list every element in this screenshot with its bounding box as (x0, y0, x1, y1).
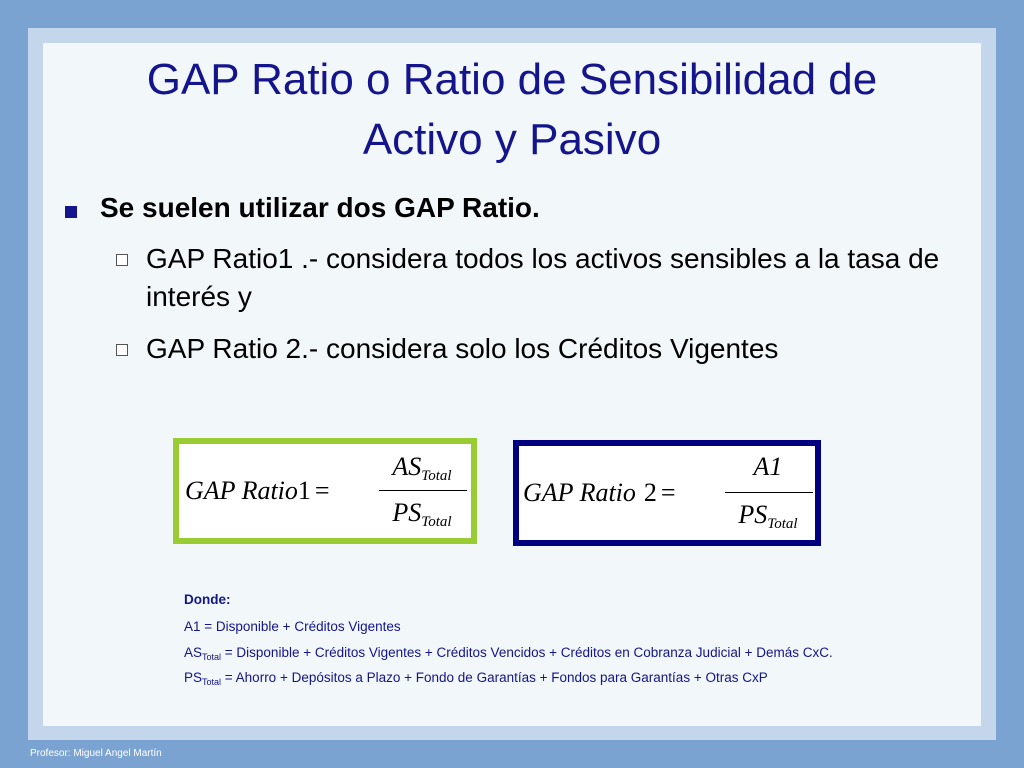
formula-2-name: GAP Ratio (523, 478, 636, 507)
formula-gap-ratio-1 (173, 438, 477, 544)
formula-1-numerator-text: AS (392, 452, 422, 481)
slide-title (43, 50, 981, 170)
definition-ps-total (184, 670, 768, 687)
definition-a1: A1 = Disponible + Créditos Vigentes (184, 619, 401, 634)
formula-2-equals: = (660, 478, 676, 507)
ps-sub: Total (202, 677, 222, 687)
footer-author: Profesor: Miguel Angel Martín (30, 748, 162, 759)
ps-prefix: PS (184, 670, 203, 685)
sub-bullet-2-text: GAP Ratio 2.- considera solo los Créditos Vigentes (146, 333, 779, 364)
ps-text: = Ahorro + Depósitos a Plazo + Fondo de Garantías + Fondos para Garantías + Otras CxP (221, 670, 768, 685)
formula-2-numerator-text: A1 (753, 452, 783, 481)
formula-2-denominator-sub: Total (767, 516, 798, 532)
formula-1-denominator-text: PS (392, 498, 422, 527)
formula-2-denominator (723, 500, 813, 533)
formula-2-numerator (723, 452, 813, 482)
formula-1-fraction-bar (379, 490, 467, 491)
square-bullet-icon (65, 206, 77, 218)
definitions-heading: Donde: (184, 592, 231, 607)
formula-2-denominator-text: PS (738, 500, 768, 529)
formula-2-fraction-bar (725, 492, 813, 493)
main-bullet-text: Se suelen utilizar dos GAP Ratio. (100, 192, 540, 223)
formula-1-denominator (377, 498, 467, 531)
formula-1-equals: = (314, 476, 330, 505)
formula-gap-ratio-2 (513, 440, 821, 546)
title-line-1: GAP Ratio o Ratio de Sensibilidad de (146, 55, 878, 104)
title-line-2: Activo y Pasivo (362, 115, 662, 164)
definition-as-total (184, 645, 833, 662)
as-text: = Disponible + Créditos Vigentes + Créditos Vencidos + Créditos en Cobranza Judicial + Demás CxC. (221, 645, 833, 660)
formula-2-number: 2 (643, 478, 657, 507)
formula-1-name: GAP Ratio (185, 476, 298, 505)
formula-1-lhs (185, 476, 330, 506)
formula-1-numerator (377, 452, 467, 485)
formula-1-denominator-sub: Total (421, 514, 452, 530)
hollow-square-bullet-icon (116, 344, 128, 356)
as-prefix: AS (184, 645, 203, 660)
formula-2-lhs (523, 478, 676, 508)
as-sub: Total (202, 652, 222, 662)
hollow-square-bullet-icon (116, 254, 128, 266)
sub-bullet-1-text: GAP Ratio1 .- considera todos los activos sensibles a la tasa de interés y (146, 243, 940, 312)
formula-1-number: 1 (297, 476, 311, 505)
formula-1-numerator-sub: Total (421, 468, 452, 484)
